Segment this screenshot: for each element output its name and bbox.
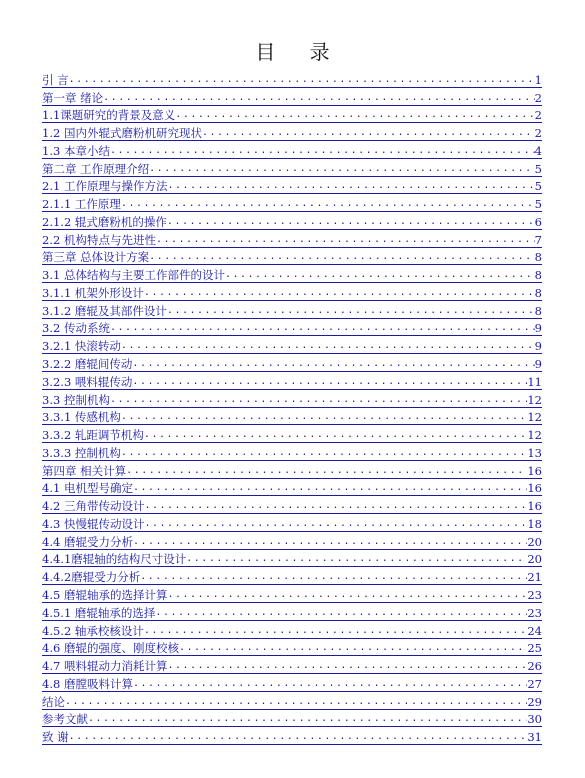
- dot-leader: [110, 321, 535, 335]
- toc-entry-page-number: 9: [534, 321, 542, 336]
- dot-leader: [126, 464, 527, 478]
- toc-entry-page-number: 11: [527, 374, 542, 389]
- toc-entry-label: 4.3 快慢辊传动设计: [42, 516, 145, 531]
- toc-entry-label: 引 言: [42, 72, 69, 87]
- dot-leader: [144, 499, 527, 513]
- toc-entry[interactable]: [42, 692, 542, 710]
- toc-entry[interactable]: [42, 710, 542, 728]
- dot-leader: [175, 108, 534, 122]
- dot-leader: [144, 624, 527, 638]
- toc-entry-page-number: 27: [527, 676, 542, 691]
- toc-entry-page-number: 8: [534, 268, 542, 283]
- toc-entry-label: 2.1 工作原理与操作方法: [42, 179, 168, 194]
- toc-entry[interactable]: [42, 248, 542, 266]
- toc-entry-label: 3.3.1 传感机构: [42, 410, 121, 425]
- dot-leader: [88, 712, 527, 726]
- toc-entry[interactable]: [42, 265, 542, 283]
- toc-entry[interactable]: [42, 585, 542, 603]
- toc-entry[interactable]: [42, 354, 542, 372]
- dot-leader: [167, 659, 527, 673]
- toc-entry-page-number: 16: [527, 499, 542, 514]
- toc-entry[interactable]: [42, 443, 542, 461]
- dot-leader: [167, 304, 535, 318]
- toc-entry-page-number: 29: [527, 694, 542, 709]
- dot-leader: [110, 393, 527, 407]
- toc-entry-label: 3.1.2 磨辊及其部件设计: [42, 303, 167, 318]
- toc-entry[interactable]: [42, 727, 542, 745]
- toc-entry[interactable]: [42, 390, 542, 408]
- dot-leader: [103, 91, 535, 105]
- dot-leader: [69, 73, 535, 87]
- toc-entry-label: 第四章 相关计算: [42, 463, 127, 478]
- toc-entry-label: 3.3.3 控制机构: [42, 445, 121, 460]
- toc-entry[interactable]: [42, 479, 542, 497]
- dot-leader: [132, 375, 527, 389]
- toc-entry-page-number: 8: [534, 303, 542, 318]
- toc-entry-page-number: 6: [534, 214, 542, 229]
- toc-entry-page-number: 5: [534, 161, 542, 176]
- toc-entry[interactable]: [42, 550, 542, 568]
- toc-entry-page-number: 12: [527, 392, 542, 407]
- toc-entry-label: 3.2.1 快滚转动: [42, 339, 121, 354]
- toc-entry-label: 2.1.1 工作原理: [42, 197, 121, 212]
- table-of-contents: [42, 70, 542, 745]
- toc-entry[interactable]: [42, 514, 542, 532]
- toc-entry[interactable]: [42, 532, 542, 550]
- toc-entry[interactable]: [42, 212, 542, 230]
- dot-leader: [144, 286, 535, 300]
- toc-entry-page-number: 13: [527, 445, 542, 460]
- toc-entry-page-number: 23: [527, 605, 542, 620]
- toc-entry-label: 3.2.3 喂料辊传动: [42, 374, 133, 389]
- toc-entry-page-number: 31: [527, 730, 542, 745]
- page-title: 目 录: [255, 40, 344, 64]
- toc-entry-page-number: 1: [534, 72, 542, 87]
- toc-entry-label: 4.4.1磨辊轴的结构尺寸设计: [42, 552, 187, 567]
- toc-entry-page-number: 16: [527, 463, 542, 478]
- toc-entry-page-number: 7: [534, 232, 542, 247]
- toc-entry[interactable]: [42, 425, 542, 443]
- toc-entry-label: 1.2 国内外辊式磨粉机研究现状: [42, 126, 202, 141]
- toc-entry-page-number: 8: [534, 285, 542, 300]
- toc-entry-label: 4.2 三角带传动设计: [42, 499, 145, 514]
- toc-entry[interactable]: [42, 194, 542, 212]
- dot-leader: [144, 428, 527, 442]
- toc-entry-page-number: 26: [527, 659, 542, 674]
- toc-entry-label: 第二章 工作原理介绍: [42, 161, 150, 176]
- toc-entry-label: 3.3.2 轧距调节机构: [42, 428, 144, 443]
- toc-entry-label: 4.1 电机型号确定: [42, 481, 133, 496]
- toc-entry-page-number: 9: [534, 357, 542, 372]
- toc-entry-label: 4.8 磨膛吸料计算: [42, 676, 133, 691]
- dot-leader: [121, 197, 535, 211]
- toc-entry-page-number: 30: [527, 712, 542, 727]
- toc-entry-page-number: 4: [534, 143, 542, 158]
- toc-entry-label: 3.3 控制机构: [42, 392, 110, 407]
- dot-leader: [121, 410, 527, 424]
- toc-entry[interactable]: [42, 319, 542, 337]
- toc-entry-page-number: 12: [527, 428, 542, 443]
- toc-entry[interactable]: [42, 88, 542, 106]
- dot-leader: [167, 179, 534, 193]
- toc-entry[interactable]: [42, 674, 542, 692]
- toc-entry-page-number: 18: [527, 516, 542, 531]
- toc-entry[interactable]: [42, 70, 542, 88]
- toc-entry-label: 4.7 喂料辊动力消耗计算: [42, 659, 168, 674]
- toc-entry-page-number: 21: [527, 570, 542, 585]
- toc-entry-label: 4.4.2磨辊受力分析: [42, 570, 141, 585]
- toc-entry-label: 4.4 磨辊受力分析: [42, 534, 133, 549]
- toc-entry-page-number: 24: [527, 623, 542, 638]
- toc-entry-label: 参考文献: [42, 712, 88, 727]
- toc-entry-page-number: 16: [527, 481, 542, 496]
- toc-entry-page-number: 20: [527, 534, 542, 549]
- toc-entry-page-number: 2: [534, 90, 542, 105]
- toc-entry-label: 4.5 磨辊轴承的选择计算: [42, 587, 168, 602]
- toc-entry[interactable]: [42, 159, 542, 177]
- toc-entry[interactable]: [42, 336, 542, 354]
- toc-entry[interactable]: [42, 461, 542, 479]
- toc-entry-page-number: 23: [527, 587, 542, 602]
- dot-leader: [144, 517, 527, 531]
- dot-leader: [225, 268, 535, 282]
- toc-entry-label: 3.2.2 磨辊间传动: [42, 357, 133, 372]
- toc-entry-label: 4.5.2 轴承校核设计: [42, 623, 144, 638]
- toc-entry-page-number: 12: [527, 410, 542, 425]
- dot-leader: [149, 250, 535, 264]
- dot-leader: [179, 641, 527, 655]
- toc-entry-page-number: 25: [527, 641, 542, 656]
- dot-leader: [132, 357, 534, 371]
- toc-entry[interactable]: [42, 656, 542, 674]
- toc-entry[interactable]: [42, 567, 542, 585]
- toc-entry[interactable]: [42, 639, 542, 657]
- toc-entry-label: 3.1 总体结构与主要工作部件的设计: [42, 268, 225, 283]
- toc-entry[interactable]: [42, 408, 542, 426]
- toc-entry[interactable]: [42, 123, 542, 141]
- toc-entry-label: 2.2 机构特点与先进性: [42, 232, 156, 247]
- dot-leader: [167, 588, 527, 602]
- dot-leader: [133, 677, 527, 691]
- dot-leader: [202, 126, 535, 140]
- toc-entry-label: 致 谢: [42, 730, 69, 745]
- toc-entry-label: 2.1.2 辊式磨粉机的操作: [42, 214, 167, 229]
- toc-entry-label: 1.3 本章小结: [42, 143, 110, 158]
- toc-entry-label: 1.1课题研究的背景及意义: [42, 108, 176, 123]
- toc-entry[interactable]: [42, 230, 542, 248]
- dot-leader: [186, 552, 527, 566]
- toc-entry-page-number: 9: [534, 339, 542, 354]
- toc-entry-page-number: 5: [534, 179, 542, 194]
- toc-entry-label: 3.2 传动系统: [42, 321, 110, 336]
- toc-entry-page-number: 2: [534, 108, 542, 123]
- toc-entry-label: 第三章 总体设计方案: [42, 250, 150, 265]
- toc-entry[interactable]: [42, 283, 542, 301]
- toc-entry[interactable]: [42, 496, 542, 514]
- toc-entry-page-number: 20: [527, 552, 542, 567]
- toc-entry-label: 第一章 绪论: [42, 90, 104, 105]
- toc-entry[interactable]: [42, 621, 542, 639]
- dot-leader: [149, 162, 535, 176]
- dot-leader: [110, 144, 535, 158]
- dot-leader: [121, 339, 535, 353]
- toc-entry-label: 结论: [42, 694, 65, 709]
- toc-entry-label: 4.5.1 磨辊轴承的选择: [42, 605, 156, 620]
- dot-leader: [133, 535, 527, 549]
- toc-entry-label: 4.6 磨辊的强度、刚度校核: [42, 641, 179, 656]
- dot-leader: [121, 446, 527, 460]
- dot-leader: [69, 730, 528, 744]
- toc-entry-page-number: 5: [534, 197, 542, 212]
- toc-entry[interactable]: [42, 603, 542, 621]
- dot-leader: [133, 481, 527, 495]
- dot-leader: [167, 215, 535, 229]
- toc-entry-page-number: 2: [534, 126, 542, 141]
- toc-entry-page-number: 8: [534, 250, 542, 265]
- toc-entry-label: 3.1.1 机架外形设计: [42, 285, 144, 300]
- dot-leader: [156, 233, 535, 247]
- dot-leader: [65, 695, 527, 709]
- toc-entry[interactable]: [42, 141, 542, 159]
- toc-entry[interactable]: [42, 106, 542, 124]
- dot-leader: [140, 570, 527, 584]
- dot-leader: [155, 606, 527, 620]
- toc-entry[interactable]: [42, 177, 542, 195]
- toc-entry[interactable]: [42, 301, 542, 319]
- toc-entry[interactable]: [42, 372, 542, 390]
